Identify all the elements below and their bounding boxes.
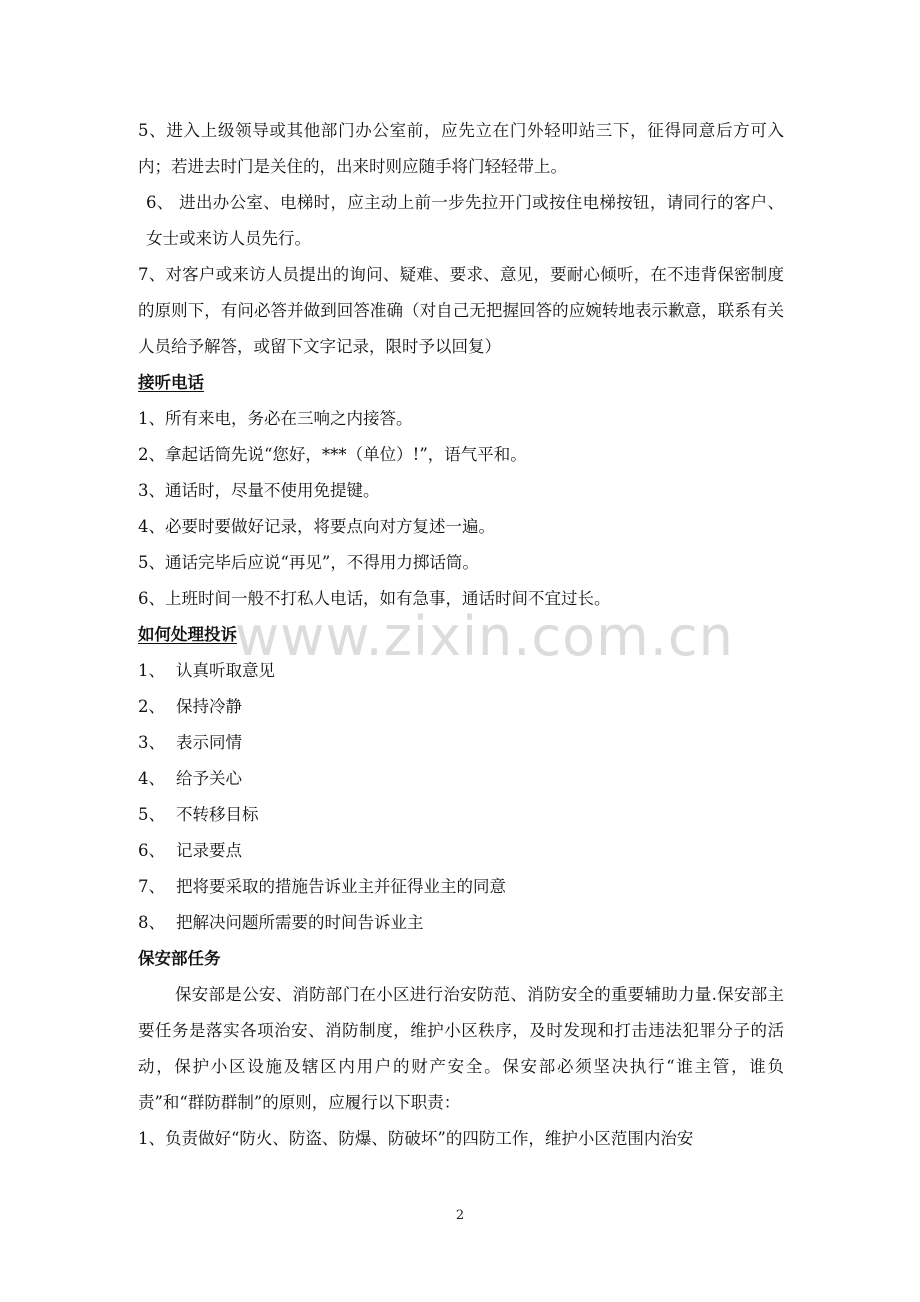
complaint-item-number: 2、 bbox=[138, 697, 165, 716]
complaint-item-number: 1、 bbox=[138, 661, 165, 680]
complaint-item bbox=[138, 905, 784, 941]
security-intro-paragraph: 保安部是公安、消防部门在小区进行治安防范、消防安全的重要辅助力量.保安部主要任务是落实各项治安、消防制度，维护小区秩序，及时发现和打击违法犯罪分子的活动，保护小区设施及辖区内用户的财产安全。保安部必须坚决执行“谁主管，谁负责”和“群防群制”的原则，应履行以下职责： bbox=[138, 985, 784, 1112]
complaint-item-text: 记录要点 bbox=[176, 841, 242, 860]
section-heading-phone bbox=[138, 365, 784, 401]
phone-item: 4、必要时要做好记录，将要点向对方复述一遍。 bbox=[138, 517, 495, 536]
complaint-item-text: 认真听取意见 bbox=[176, 661, 275, 680]
complaint-item-number: 3、 bbox=[138, 733, 165, 752]
paragraph-5: 5、进入上级领导或其他部门办公室前，应先立在门外轻叩站三下，征得同意后方可入内；若进去时门是关住的，出来时则应随手将门轻轻带上。 bbox=[138, 121, 784, 176]
complaint-item-text: 不转移目标 bbox=[176, 805, 259, 824]
paragraph-6: 6、 进出办公室、电梯时，应主动上前一步先拉开门或按住电梯按钮，请同行的客户、女士或来访人员先行。 bbox=[146, 193, 784, 248]
complaint-item-text: 把将要采取的措施告诉业主并征得业主的同意 bbox=[176, 877, 506, 896]
section-heading-phone-text: 接听电话 bbox=[138, 373, 204, 392]
complaint-item-text: 给予关心 bbox=[176, 769, 242, 788]
complaint-item bbox=[138, 761, 784, 797]
paragraph-7: 7、对客户或来访人员提出的询问、疑难、要求、意见，要耐心倾听，在不违背保密制度的原则下，有问必答并做到回答准确（对自己无把握回答的应婉转地表示歉意，联系有关人员给予解答，或留下文字记录，限时予以回复） bbox=[138, 265, 784, 356]
watermark-text: www.zixin.com.cn bbox=[235, 605, 734, 668]
complaint-item bbox=[138, 869, 784, 905]
phone-item: 3、通话时，尽量不使用免提键。 bbox=[138, 481, 380, 500]
section-heading-complaint bbox=[138, 617, 784, 653]
section-heading-complaint-text: 如何处理投诉 bbox=[138, 625, 237, 644]
phone-item: 5、通话完毕后应说“再见”，不得用力掷话筒。 bbox=[138, 553, 479, 572]
phone-item: 2、拿起话筒先说“您好，***（单位）!”，语气平和。 bbox=[138, 445, 527, 464]
complaint-item-text: 表示同情 bbox=[176, 733, 242, 752]
section-heading-security: 保安部任务 bbox=[138, 949, 221, 968]
phone-item: 6、上班时间一般不打私人电话，如有急事，通话时间不宜过长。 bbox=[138, 589, 611, 608]
phone-item: 1、所有来电，务必在三响之内接答。 bbox=[138, 409, 413, 428]
complaint-item-number: 5、 bbox=[138, 805, 165, 824]
complaint-item-text: 保持冷静 bbox=[176, 697, 242, 716]
page-content bbox=[138, 113, 784, 1157]
complaint-item-number: 8、 bbox=[138, 913, 165, 932]
complaint-item bbox=[138, 725, 784, 761]
security-duty-item: 1、负责做好“防火、防盗、防爆、防破坏”的四防工作，维护小区范围内治安 bbox=[138, 1129, 694, 1148]
complaint-item-number: 7、 bbox=[138, 877, 165, 896]
page-number: 2 bbox=[455, 1208, 465, 1223]
complaint-item-number: 6、 bbox=[138, 841, 165, 860]
complaint-item bbox=[138, 797, 784, 833]
complaint-item bbox=[138, 833, 784, 869]
complaint-item-number: 4、 bbox=[138, 769, 165, 788]
complaint-item-text: 把解决问题所需要的时间告诉业主 bbox=[176, 913, 424, 932]
complaint-item bbox=[138, 653, 784, 689]
complaint-item bbox=[138, 689, 784, 725]
